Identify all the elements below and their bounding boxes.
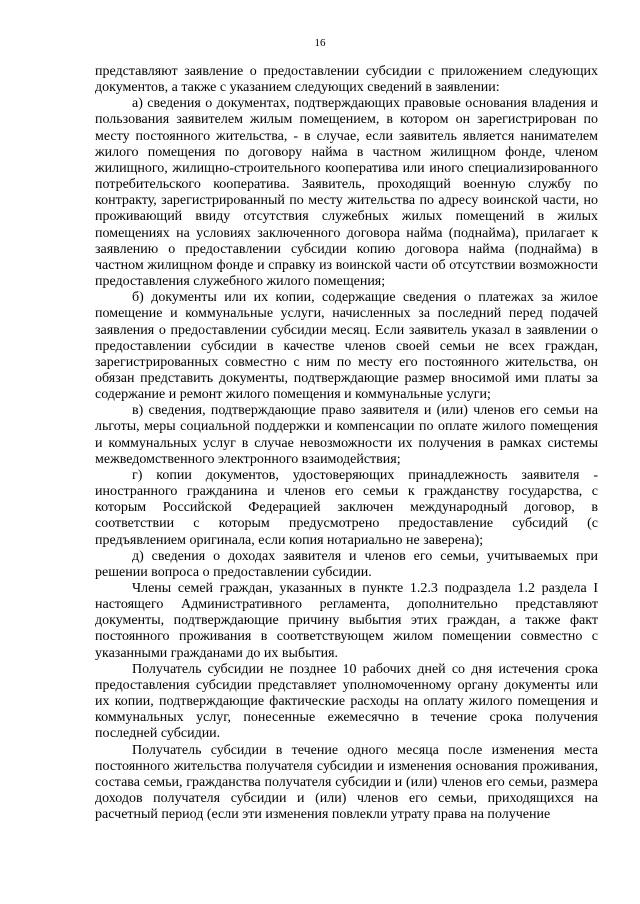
paragraph: представляют заявление о предоставлении субсидии с приложением следующих документов, а также с указанием следующих сведений в заявлении: [95,64,598,96]
paragraph: Получатель субсидии в течение одного месяца после изменения места постоянного жительства получателя субсидии и изменения основания проживания, состава семьи, гражданства получателя субсидии и (или) членов его семьи, размера доходов получателя субсидии и (или) членов его семьи, приходящихся на расчетный период (если эти изменения повлекли утрату права на получение [95,742,598,823]
paragraph: Получатель субсидии не позднее 10 рабочих дней со дня истечения срока предоставления субсидии представляет уполномоченному органу документы или их копии, подтверждающие фактические расходы на оплату жилого помещения и коммунальных услуг, понесенные ежемесячно в течение срока получения последней субсидии. [95,661,598,742]
paragraph: Члены семей граждан, указанных в пункте 1.2.3 подраздела 1.2 раздела I настоящего Административного регламента, дополнительно представляют документы, подтверждающие причину выбытия этих граждан, а также факт постоянного проживания в соответствующем жилом помещении совместно с указанными гражданами до их выбытия. [95,581,598,661]
paragraph: д) сведения о доходах заявителя и членов его семьи, учитываемых при решении вопроса о предоставлении субсидии. [95,548,598,580]
document-body [95,64,598,823]
paragraph: г) копии документов, удостоверяющих принадлежность заявителя - иностранного гражданина и членов его семьи к гражданству государства, с которым Российской Федерацией заключен международный договор, в соответствии с которым предусмотрено предоставление субсидий (с предъявлением оригинала, если копия нотариально не заверена); [95,467,598,548]
paragraph: б) документы или их копии, содержащие сведения о платежах за жилое помещение и коммунальные услуги, начисленных за последний перед подачей заявления о предоставлении субсидии месяц. Если заявитель указал в заявлении о предоставлении субсидии в качестве членов своей семьи не всех граждан, зарегистрированных совместно с ним по месту его постоянного жительства, он обязан представить документы, подтверждающие размер вносимой ими платы за содержание и ремонт жилого помещения и коммунальные услуги; [95,290,598,403]
paragraph: а) сведения о документах, подтверждающих правовые основания владения и пользования заявителем жилым помещением, в котором он зарегистрирован по месту постоянного жительства, - в случае, если заявитель является нанимателем жилого помещения по договору найма в частном жилищном фонде, членом жилищного, жилищно-строительного кооператива или иного специализированного потребительского кооператива. Заявитель, проходящий военную службу по контракту, зарегистрированный по месту жительства по адресу воинской части, но проживающий ввиду отсутствия служебных жилых помещений в жилых помещениях на условиях заключенного договора найма (поднайма), прилагает к заявлению о предоставлении субсидии копию договора найма (поднайма) в частном жилищном фонде и справку из воинской части об отсутствии возможности предоставления служебного жилого помещения; [95,96,598,290]
page-number: 16 [314,37,326,49]
paragraph: в) сведения, подтверждающие право заявителя и (или) членов его семьи на льготы, меры социальной поддержки и компенсации по оплате жилого помещения и коммунальных услуг в случае невозможности их получения в рамках системы межведомственного электронного взаимодействия; [95,403,598,467]
